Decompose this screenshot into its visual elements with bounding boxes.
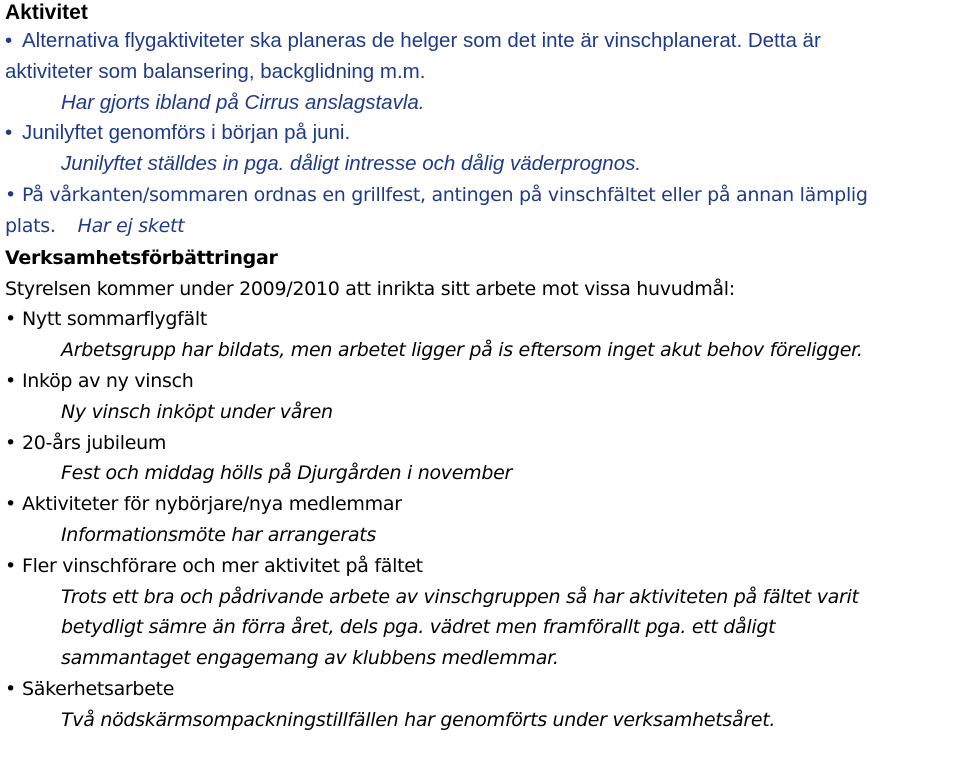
goal-note: Ny vinsch inköpt under våren	[61, 400, 333, 423]
goal-label: Nytt sommarflygfält	[22, 308, 208, 331]
bullet-text: På vårkanten/sommaren ordnas en grillfest, antingen på vinschfältet eller på annan lämplig	[22, 183, 868, 206]
bullet-icon: •	[5, 308, 16, 331]
bullet-junilyftet	[5, 118, 960, 149]
bullet-text: Junilyftet genomförs i början på juni.	[22, 121, 351, 145]
bullet-icon: •	[5, 369, 16, 392]
goal-label: 20-års jubileum	[22, 431, 167, 454]
goal-note: betydligt sämre än förra året, dels pga. vädret men framförallt pga. ett dåligt	[61, 616, 776, 639]
bullet-text: Alternativa flygaktiviteter ska planeras de helger som det inte är vinschplanerat. Detta är	[22, 29, 821, 52]
bullet-icon: •	[5, 677, 16, 700]
goal-item	[5, 304, 960, 335]
note-grillfest: Har ej skett	[77, 214, 185, 237]
bullet-icon: •	[5, 29, 13, 52]
goal-note: sammantaget engagemang av klubbens medlemmar.	[61, 647, 559, 670]
bullet-icon: •	[5, 493, 16, 516]
bullet-text-cont: plats.	[5, 214, 56, 237]
goal-label: Aktiviteter för nybörjare/nya medlemmar	[22, 493, 402, 516]
bullet-alternativa-cont: aktiviteter som balansering, backglidning m.m.	[5, 59, 426, 83]
goal-label: Fler vinschförare och mer aktivitet på fältet	[22, 554, 423, 577]
goal-item	[5, 366, 960, 397]
section-heading: Verksamhetsförbättringar	[5, 246, 278, 269]
goal-item	[5, 674, 960, 705]
goal-item	[5, 551, 960, 582]
note-junilyftet: Junilyftet ställdes in pga. dåligt intresse och dålig väderprognos.	[61, 152, 642, 176]
bullet-icon: •	[5, 121, 13, 145]
bullet-alternativa	[5, 26, 960, 57]
goal-label: Inköp av ny vinsch	[22, 369, 194, 392]
goals-list	[5, 304, 960, 735]
goal-item	[5, 489, 960, 520]
bullet-icon: •	[5, 183, 16, 206]
bullet-icon: •	[5, 554, 16, 577]
section-intro: Styrelsen kommer under 2009/2010 att inrikta sitt arbete mot vissa huvudmål:	[5, 277, 735, 300]
goal-note: Trots ett bra och pådrivande arbete av vinschgruppen så har aktiviteten på fältet varit	[61, 585, 859, 608]
document-title: Aktivitet	[5, 1, 88, 24]
bullet-grillfest-cont	[5, 211, 960, 242]
bullet-grillfest	[5, 180, 960, 211]
bullet-icon: •	[5, 431, 16, 454]
goal-note: Två nödskärmsompackningstillfällen har genomförts under verksamhetsåret.	[61, 708, 776, 731]
goal-label: Säkerhetsarbete	[22, 677, 175, 700]
goal-note: Informationsmöte har arrangerats	[61, 523, 376, 546]
note-cirrus: Har gjorts ibland på Cirrus anslagstavla.	[61, 90, 425, 114]
goal-item	[5, 428, 960, 459]
goal-note: Arbetsgrupp har bildats, men arbetet ligger på is eftersom inget akut behov föreligger.	[61, 339, 863, 362]
goal-note: Fest och middag hölls på Djurgården i november	[61, 462, 513, 485]
